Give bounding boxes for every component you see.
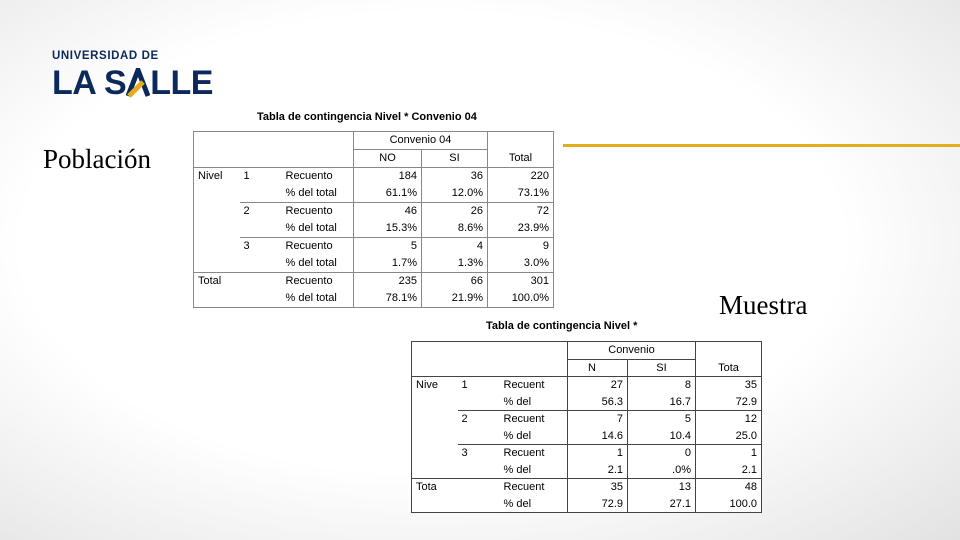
cell: 3.0%: [488, 255, 554, 273]
table-corner: [412, 342, 568, 377]
cell: 2.1: [568, 462, 628, 479]
level-label: 2: [240, 203, 282, 221]
cell: 61.1%: [354, 185, 422, 203]
stat-label: % del total: [285, 292, 337, 304]
cell: 72: [488, 203, 554, 221]
cell: 15.3%: [354, 220, 422, 238]
stat-label: % del total: [285, 222, 337, 234]
cell: 1: [696, 445, 762, 462]
cell: 16.7: [628, 394, 696, 411]
universidad-de-la-salle-logo: [52, 50, 222, 100]
group-header: Convenio: [568, 342, 696, 360]
cell: .0%: [628, 462, 696, 479]
cell: 26: [422, 203, 488, 221]
stat-label: % del total: [285, 257, 337, 269]
cell: 4: [422, 238, 488, 256]
stat-label: Recuent: [500, 377, 568, 394]
stat-label: Recuento: [282, 203, 354, 221]
col-header-total: Tota: [696, 342, 762, 377]
gold-divider-line: [563, 144, 960, 147]
cell: 66: [422, 273, 488, 291]
stat-label: Recuento: [282, 168, 354, 186]
cell: 301: [488, 273, 554, 291]
muestra-label: Muestra: [719, 290, 808, 320]
cell: 27.1: [628, 496, 696, 513]
cell: 13: [628, 479, 696, 496]
cell: 220: [488, 168, 554, 186]
cell: 48: [696, 479, 762, 496]
cell: 1.7%: [354, 255, 422, 273]
level-label: 1: [240, 168, 282, 186]
cell: 8: [628, 377, 696, 394]
row-var-label: Nivel: [194, 168, 240, 186]
cell: 46: [354, 203, 422, 221]
stat-label: Recuent: [500, 411, 568, 428]
cell: 14.6: [568, 428, 628, 445]
level-label: 3: [458, 445, 500, 462]
logo-top-text: UNIVERSIDAD DE: [52, 50, 159, 62]
cell: 25.0: [696, 428, 762, 445]
col-header-si: SI: [422, 150, 488, 168]
cell: 35: [696, 377, 762, 394]
total-label: Total: [194, 273, 282, 291]
stat-label: Recuento: [282, 273, 354, 291]
col-header-si: SI: [628, 359, 696, 377]
cell: 12.0%: [422, 185, 488, 203]
stat-label: % del total: [285, 187, 337, 199]
cell: 1.3%: [422, 255, 488, 273]
cell: 184: [354, 168, 422, 186]
row-var-label: Nive: [412, 377, 458, 394]
stat-label: % del: [503, 429, 532, 442]
cell: 100.0%: [488, 290, 554, 308]
cell: 9: [488, 238, 554, 256]
logo-accent-a-icon: [126, 64, 150, 100]
col-header-total: Total: [488, 132, 554, 168]
stat-label: % del: [503, 497, 532, 510]
stat-label: % del: [503, 463, 532, 476]
muestra-table-title: Tabla de contingencia Nivel *: [486, 320, 638, 332]
cell: 100.0: [696, 496, 762, 513]
stat-label: Recuent: [500, 445, 568, 462]
cell: 1: [568, 445, 628, 462]
cell: 78.1%: [354, 290, 422, 308]
cell: 5: [354, 238, 422, 256]
cell: 21.9%: [422, 290, 488, 308]
cell: 12: [696, 411, 762, 428]
total-label: Tota: [412, 479, 500, 496]
level-label: 3: [240, 238, 282, 256]
cell: 23.9%: [488, 220, 554, 238]
poblacion-contingency-table: [193, 131, 554, 308]
cell: 10.4: [628, 428, 696, 445]
cell: 7: [568, 411, 628, 428]
cell: 8.6%: [422, 220, 488, 238]
group-header: Convenio 04: [354, 132, 488, 150]
stat-label: Recuento: [282, 238, 354, 256]
logo-main-text: [52, 64, 222, 100]
cell: 72.9: [696, 394, 762, 411]
level-label: 2: [458, 411, 500, 428]
cell: 0: [628, 445, 696, 462]
cell: 27: [568, 377, 628, 394]
cell: 35: [568, 479, 628, 496]
logo-main-part-1: LA S: [52, 64, 127, 102]
poblacion-label: Población: [43, 144, 151, 174]
cell: 56.3: [568, 394, 628, 411]
cell: 5: [628, 411, 696, 428]
cell: 36: [422, 168, 488, 186]
col-header-no: NO: [354, 150, 422, 168]
level-label: 1: [458, 377, 500, 394]
logo-main-part-2: LLE: [150, 64, 213, 102]
stat-label: % del: [503, 395, 532, 408]
cell: 72.9: [568, 496, 628, 513]
cell: 73.1%: [488, 185, 554, 203]
table-corner: [194, 132, 354, 168]
stat-label: Recuent: [500, 479, 568, 496]
muestra-contingency-table: [411, 341, 762, 513]
cell: 2.1: [696, 462, 762, 479]
col-header-no: N: [568, 359, 628, 377]
poblacion-table-title: Tabla de contingencia Nivel * Convenio 04: [257, 111, 477, 123]
cell: 235: [354, 273, 422, 291]
